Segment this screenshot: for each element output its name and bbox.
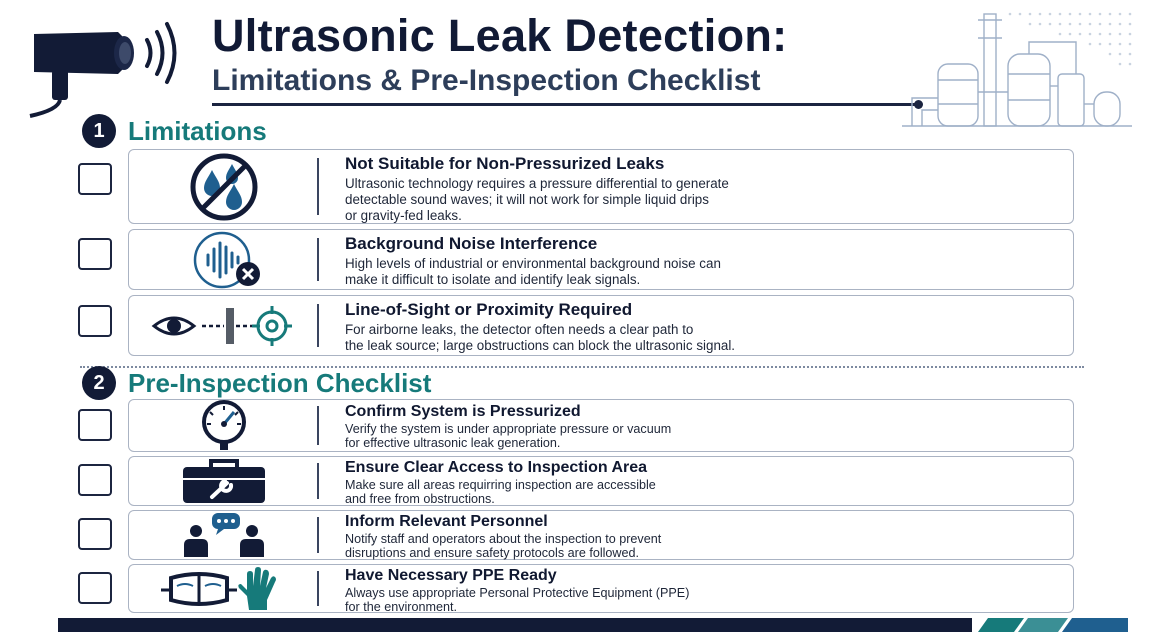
checkbox[interactable] [78, 238, 112, 270]
section-header-checklist [82, 366, 431, 400]
section-title: Limitations [128, 115, 267, 146]
section-number-badge: 2 [82, 366, 116, 400]
checkbox[interactable] [78, 409, 112, 441]
line-of-sight-icon [129, 296, 319, 355]
card-description: Verify the system is under appropriate pressure or vacuum for effective ultrasonic leak generation. [345, 422, 672, 451]
checklist-card [128, 510, 1074, 560]
card-description: High levels of industrial or environmental background noise can make it difficult to isolate and identify leak signals. [345, 256, 721, 288]
list-item [78, 456, 1074, 506]
footer-stripes [972, 618, 1128, 637]
limitation-card [128, 149, 1074, 224]
footer-bar [58, 618, 1128, 632]
page-subtitle: Limitations & Pre-Inspection Checklist [212, 64, 761, 97]
no-water-drops-icon [129, 150, 319, 223]
card-title: Ensure Clear Access to Inspection Area [345, 459, 648, 476]
list-item [78, 510, 1074, 560]
checkbox[interactable] [78, 305, 112, 337]
card-description: Make sure all areas requirring inspection are accessible and free from obstructions. [345, 478, 656, 507]
limitation-card [128, 295, 1074, 356]
checkbox[interactable] [78, 163, 112, 195]
sound-wave-blocked-icon [129, 230, 319, 289]
goggles-gloves-icon [129, 565, 319, 612]
checklist-card [128, 564, 1074, 613]
section-number-badge: 1 [82, 114, 116, 148]
card-title: Have Necessary PPE Ready [345, 567, 557, 584]
card-description: Always use appropriate Personal Protective Equipment (PPE) for the environment. [345, 586, 690, 615]
checkbox[interactable] [78, 572, 112, 604]
pressure-gauge-icon [129, 400, 319, 451]
card-title: Confirm System is Pressurized [345, 403, 581, 420]
card-title: Not Suitable for Non-Pressurized Leaks [345, 154, 665, 173]
section-header-limitations [82, 114, 267, 148]
checklist-card [128, 399, 1074, 452]
card-title: Line-of-Sight or Proximity Required [345, 300, 633, 319]
section-title: Pre-Inspection Checklist [128, 367, 432, 398]
card-title: Background Noise Interference [345, 234, 598, 253]
card-title: Inform Relevant Personnel [345, 513, 548, 530]
list-item [78, 295, 1074, 356]
card-description: Ultrasonic technology requires a pressure differential to generate detectable sound waves; it will not work for simple liquid drips or gravity-fed leaks. [345, 176, 729, 224]
toolbox-icon [129, 457, 319, 505]
title-underline [212, 103, 918, 106]
industrial-plant-illustration [898, 8, 1138, 137]
list-item [78, 564, 1074, 613]
list-item [78, 399, 1074, 452]
checklist-card [128, 456, 1074, 506]
limitation-card [128, 229, 1074, 290]
list-item [78, 149, 1074, 224]
card-description: Notify staff and operators about the inspection to prevent disruptions and ensure safety protocols are followed. [345, 532, 662, 561]
checkbox[interactable] [78, 464, 112, 496]
list-item [78, 229, 1074, 290]
ultrasonic-detector-icon [20, 14, 190, 125]
personnel-chat-icon [129, 511, 319, 559]
card-description: For airborne leaks, the detector often needs a clear path to the leak source; large obstructions can block the ultrasonic signal. [345, 322, 736, 354]
page-title: Ultrasonic Leak Detection: [212, 10, 788, 61]
checkbox[interactable] [78, 518, 112, 550]
